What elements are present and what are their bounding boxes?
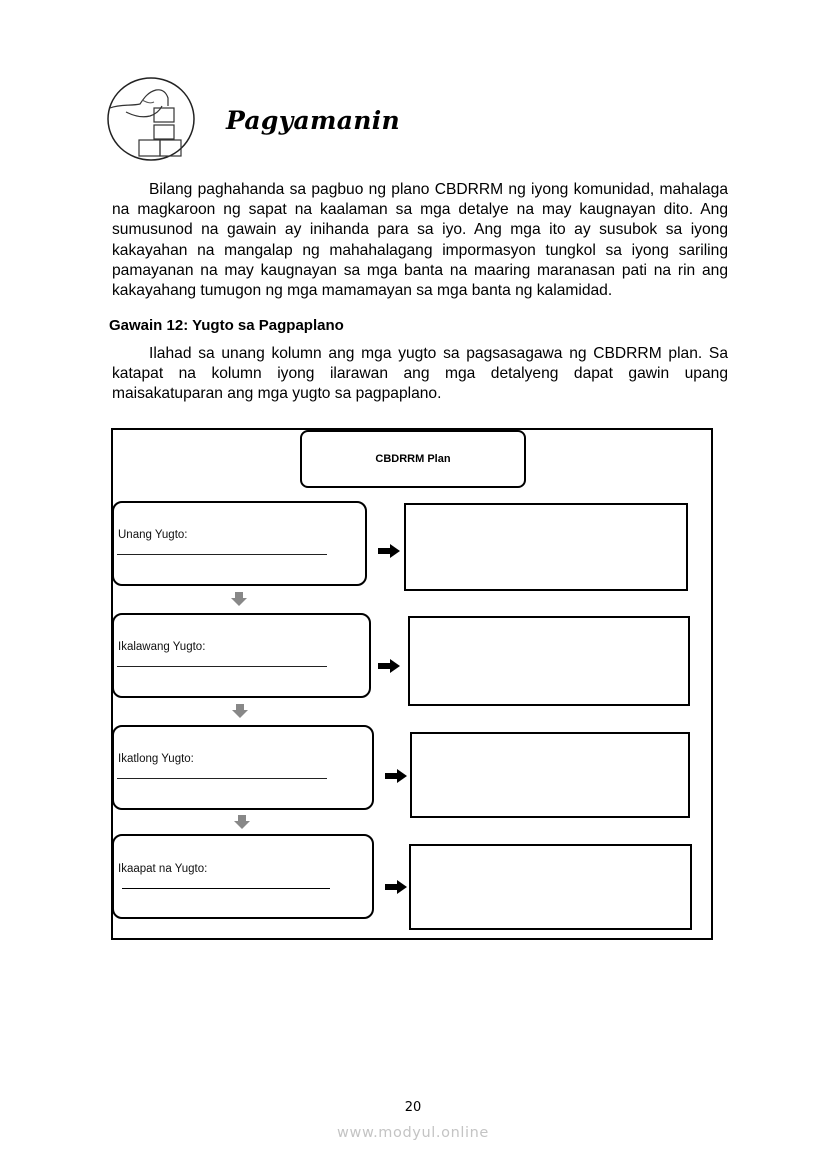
down-arrow-icon (231, 592, 247, 606)
stage-details-box-2[interactable] (408, 616, 690, 706)
right-arrow-icon (385, 769, 407, 783)
stage-label-2: Ikalawang Yugto: (118, 641, 206, 653)
intro-paragraph (112, 180, 728, 301)
activity-heading: Gawain 12: Yugto sa Pagpaplano (109, 317, 344, 334)
stage-answer-line-4[interactable] (122, 888, 330, 889)
section-title: Pagyamanin (226, 106, 401, 135)
down-arrow-icon (232, 704, 248, 718)
stage-box-4 (112, 834, 374, 919)
right-arrow-icon (378, 544, 400, 558)
stage-details-box-4[interactable] (409, 844, 692, 930)
down-arrow-icon (234, 815, 250, 829)
stage-box-3 (112, 725, 374, 810)
stage-label-4: Ikaapat na Yugto: (118, 863, 208, 875)
hand-stacking-blocks-icon (106, 76, 196, 162)
stage-box-1 (112, 501, 367, 586)
right-arrow-icon (378, 659, 400, 673)
activity-instructions-text: Ilahad sa unang kolumn ang mga yugto sa pagsasagawa ng CBDRRM plan. Sa katapat na kolumn iyong ilarawan ang mga detalyeng dapat gawin upang maisakatuparan ang mga yugto sa pagpaplano. (112, 345, 728, 403)
stage-answer-line-1[interactable] (117, 554, 327, 555)
right-arrow-icon (385, 880, 407, 894)
plan-title: CBDRRM Plan (375, 453, 451, 465)
stage-box-2 (112, 613, 371, 698)
stage-details-box-3[interactable] (410, 732, 690, 818)
intro-paragraph-text: Bilang paghahanda sa pagbuo ng plano CBDRRM ng iyong komunidad, mahalaga na magkaroon ng sapat na kaalaman sa mga detalye na may kaugnayan dito. Ang sumusunod na gawain ay inihanda para sa iyo. Ang mga ito ay susubok sa iyong kakayahan na mangalap ng mahahalagang impormasyon tungkol sa iyong sariling pamayanan na may kaugnayan sa mga banta na maaring maranasan pati na rin ang kakayahang tumugon ng mga mamamayan sa mga banta ng kalamidad. (112, 181, 728, 300)
stage-answer-line-3[interactable] (117, 778, 327, 779)
stage-label-1: Unang Yugto: (118, 529, 188, 541)
plan-title-box (300, 430, 526, 488)
page-number: 20 (404, 1100, 422, 1115)
stage-answer-line-2[interactable] (117, 666, 327, 667)
stage-label-3: Ikatlong Yugto: (118, 753, 194, 765)
activity-instructions (112, 344, 728, 405)
stage-details-box-1[interactable] (404, 503, 688, 591)
watermark: www.modyul.online (337, 1125, 489, 1141)
